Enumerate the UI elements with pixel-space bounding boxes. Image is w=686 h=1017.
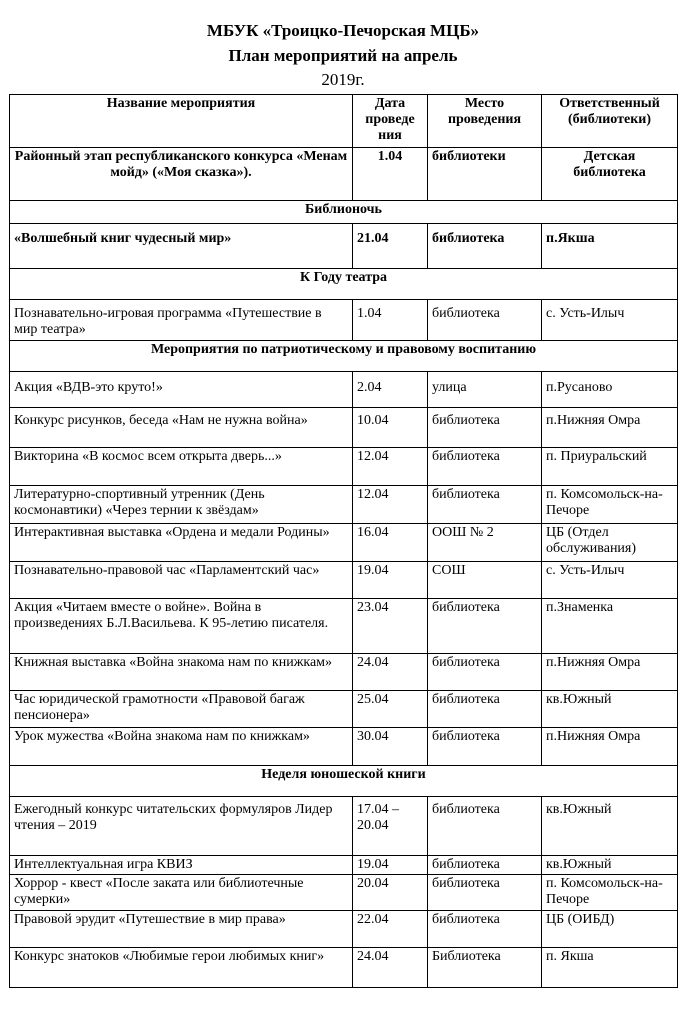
event-date: 25.04	[353, 691, 428, 728]
event-responsible: п.Нижняя Омра	[542, 728, 678, 766]
table-row	[10, 562, 678, 599]
table-row	[10, 300, 678, 341]
org-title: МБУК «Троицко-Печорская МЦБ»	[206, 21, 480, 40]
event-place: библиотека	[428, 408, 542, 448]
event-date: 30.04	[353, 728, 428, 766]
event-date: 23.04	[353, 599, 428, 654]
table-row	[10, 448, 678, 486]
event-responsible: п. Приуральский	[542, 448, 678, 486]
event-place: библиотека	[428, 654, 542, 691]
event-place: библиотека	[428, 448, 542, 486]
event-place: библиотека	[428, 875, 542, 911]
event-date: 1.04	[353, 148, 428, 201]
table-row	[10, 797, 678, 856]
event-place: библиотека	[428, 486, 542, 524]
event-place: библиотека	[428, 300, 542, 341]
event-responsible: кв.Южный	[542, 797, 678, 856]
event-place: библиотека	[428, 691, 542, 728]
event-date: 19.04	[353, 562, 428, 599]
event-responsible: ЦБ (ОИБД)	[542, 911, 678, 948]
event-place: библиотека	[428, 911, 542, 948]
event-responsible: с. Усть-Илыч	[542, 562, 678, 599]
table-row	[10, 486, 678, 524]
event-date: 10.04	[353, 408, 428, 448]
event-date: 2.04	[353, 372, 428, 408]
table-row	[10, 948, 678, 988]
table-row	[10, 408, 678, 448]
section-row	[10, 201, 678, 224]
event-date: 12.04	[353, 486, 428, 524]
event-name: Интеллектуальная игра КВИЗ	[10, 856, 353, 875]
event-place: улица	[428, 372, 542, 408]
section-title: Мероприятия по патриотическому и правовому воспитанию	[10, 341, 678, 372]
event-responsible: п.Якша	[542, 224, 678, 269]
event-place: СОШ	[428, 562, 542, 599]
event-name: Викторина «В космос всем открыта дверь...»	[10, 448, 353, 486]
event-responsible: ЦБ (Отдел обслуживания)	[542, 524, 678, 562]
section-title: Неделя юношеской книги	[10, 766, 678, 797]
event-responsible: п.Знаменка	[542, 599, 678, 654]
section-row	[10, 269, 678, 300]
event-place: библиотеки	[428, 148, 542, 201]
section-row	[10, 341, 678, 372]
table-row	[10, 224, 678, 269]
event-date: 24.04	[353, 948, 428, 988]
event-name: Правовой эрудит «Путешествие в мир права»	[10, 911, 353, 948]
section-title: Библионочь	[10, 201, 678, 224]
event-date: 20.04	[353, 875, 428, 911]
event-responsible: п. Комсомольск-на- Печоре	[542, 486, 678, 524]
table-row	[10, 728, 678, 766]
event-place: библиотека	[428, 856, 542, 875]
event-responsible: п. Комсомольск-на- Печоре	[542, 875, 678, 911]
table-row	[10, 654, 678, 691]
event-name: Познавательно-игровая программа «Путешествие в мир театра»	[10, 300, 353, 341]
event-date: 19.04	[353, 856, 428, 875]
event-name: Конкурс знатоков «Любимые герои любимых книг»	[10, 948, 353, 988]
event-name: Акция «Читаем вместе о войне». Война в произведениях Б.Л.Васильева. К 95-летию писателя.	[10, 599, 353, 654]
event-name: Конкурс рисунков, беседа «Нам не нужна война»	[10, 408, 353, 448]
event-date: 1.04	[353, 300, 428, 341]
event-responsible: п.Нижняя Омра	[542, 408, 678, 448]
section-row	[10, 766, 678, 797]
event-place: библиотека	[428, 797, 542, 856]
col-header-date: Дата проведе ния	[353, 95, 428, 148]
event-date: 12.04	[353, 448, 428, 486]
event-date: 16.04	[353, 524, 428, 562]
event-name: Книжная выставка «Война знакома нам по книжкам»	[10, 654, 353, 691]
event-responsible: Детская библиотека	[542, 148, 678, 201]
event-name: Акция «ВДВ-это круто!»	[10, 372, 353, 408]
event-date: 22.04	[353, 911, 428, 948]
event-date: 21.04	[353, 224, 428, 269]
event-responsible: с. Усть-Илыч	[542, 300, 678, 341]
plan-year: 2019г.	[321, 70, 365, 89]
event-name: Час юридической грамотности «Правовой багаж пенсионера»	[10, 691, 353, 728]
event-place: ООШ № 2	[428, 524, 542, 562]
event-name: Хоррор - квест «После заката или библиотечные сумерки»	[10, 875, 353, 911]
event-responsible: кв.Южный	[542, 691, 678, 728]
table-row	[10, 372, 678, 408]
col-header-responsible: Ответственный (библиотеки)	[542, 95, 678, 148]
table-row	[10, 691, 678, 728]
event-responsible: п.Нижняя Омра	[542, 654, 678, 691]
event-name: Районный этап республиканского конкурса «Менам мойд» («Моя сказка»).	[10, 148, 353, 201]
event-name: Урок мужества «Война знакома нам по книжкам»	[10, 728, 353, 766]
table-row	[10, 148, 678, 201]
section-title: К Году театра	[10, 269, 678, 300]
table-row	[10, 875, 678, 911]
event-place: библиотека	[428, 599, 542, 654]
event-name: «Волшебный книг чудесный мир»	[10, 224, 353, 269]
event-responsible: п.Русаново	[542, 372, 678, 408]
event-date: 17.04 – 20.04	[353, 797, 428, 856]
table-row	[10, 856, 678, 875]
events-table	[9, 94, 678, 988]
event-date: 24.04	[353, 654, 428, 691]
col-header-name: Название мероприятия	[10, 95, 353, 148]
plan-title: План мероприятий на апрель	[228, 46, 458, 65]
col-header-place: Место проведения	[428, 95, 542, 148]
event-name: Познавательно-правовой час «Парламентский час»	[10, 562, 353, 599]
table-row	[10, 524, 678, 562]
event-responsible: п. Якша	[542, 948, 678, 988]
event-name: Ежегодный конкурс читательских формуляров Лидер чтения – 2019	[10, 797, 353, 856]
event-name: Литературно-спортивный утренник (День космонавтики) «Через тернии к звёздам»	[10, 486, 353, 524]
event-place: библиотека	[428, 224, 542, 269]
table-row	[10, 911, 678, 948]
event-place: Библиотека	[428, 948, 542, 988]
table-row	[10, 599, 678, 654]
table-header-row	[10, 95, 678, 148]
event-place: библиотека	[428, 728, 542, 766]
event-name: Интерактивная выставка «Ордена и медали Родины»	[10, 524, 353, 562]
event-responsible: кв.Южный	[542, 856, 678, 875]
